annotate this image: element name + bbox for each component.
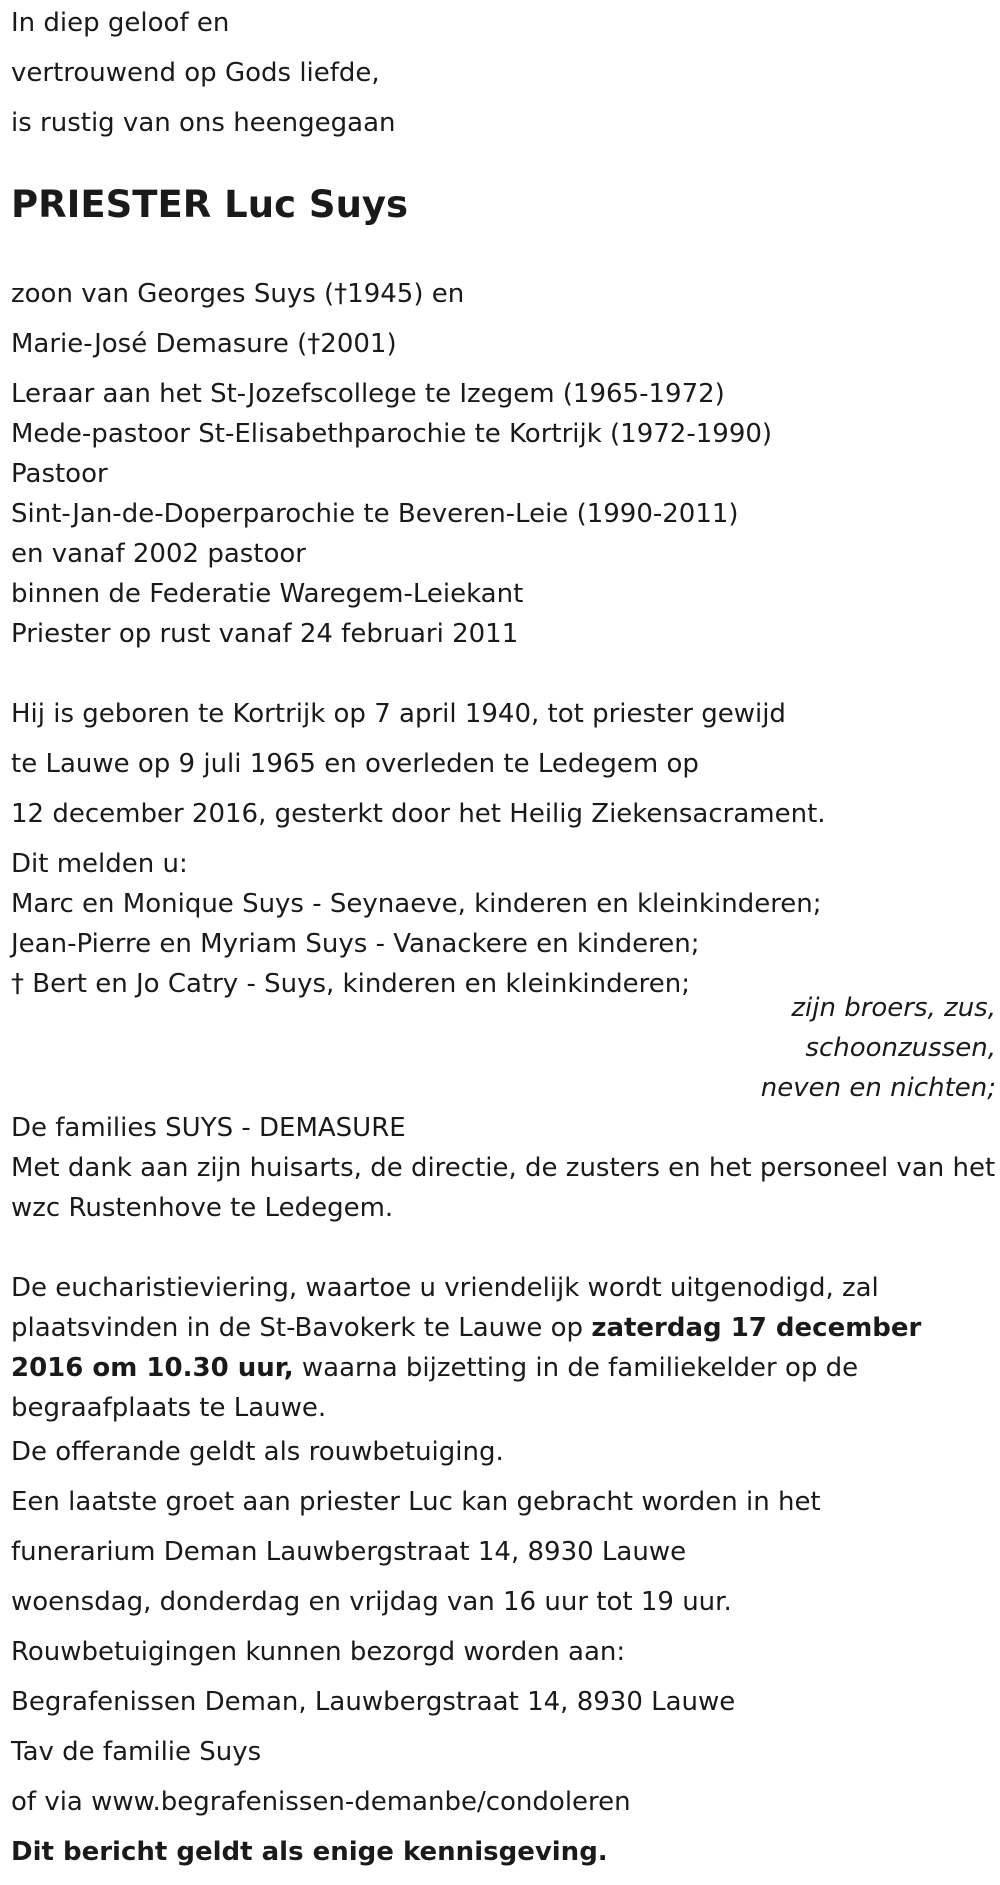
intro-line: is rustig van ons heengegaan	[11, 108, 396, 138]
deceased-name: PRIESTER Luc Suys	[11, 183, 409, 226]
families-line: De families SUYS - DEMASURE	[11, 1113, 406, 1143]
biography-line: Hij is geboren te Kortrijk op 7 april 1940, tot priester gewijd	[11, 699, 786, 729]
career-line: Mede-pastoor St-Elisabethparochie te Kortrijk (1972-1990)	[11, 419, 773, 449]
parents-line: zoon van Georges Suys (†1945) en	[11, 279, 465, 309]
career-line: Leraar aan het St-Jozefscollege te Izegem (1965-1972)	[11, 379, 725, 409]
closing-line: Dit bericht geldt als enige kennisgeving.	[11, 1837, 608, 1867]
condolences-line: Begrafenissen Deman, Lauwbergstraat 14, 8930 Lauwe	[11, 1687, 736, 1717]
intro-line: In diep geloof en	[11, 8, 230, 38]
offering-line: De offerande geldt als rouwbetuiging.	[11, 1437, 504, 1467]
parents-line: Marie-José Demasure (†2001)	[11, 329, 397, 359]
announcers-intro: Dit melden u:	[11, 849, 188, 879]
condolences-line: Tav de familie Suys	[11, 1737, 262, 1767]
farewell-line: woensdag, donderdag en vrijdag van 16 uur tot 19 uur.	[11, 1587, 732, 1617]
career-line: en vanaf 2002 pastoor	[11, 539, 307, 569]
farewell-line: funerarium Deman Lauwbergstraat 14, 8930 Lauwe	[11, 1537, 687, 1567]
relatives-line: schoonzussen,	[805, 1033, 996, 1063]
thanks-paragraph: Met dank aan zijn huisarts, de directie, de zusters en het personeel van het wzc Rustenhove te Ledegem.	[11, 1153, 996, 1223]
intro-line: vertrouwend op Gods liefde,	[11, 58, 380, 88]
condolences-line: Rouwbetuigingen kunnen bezorgd worden aan:	[11, 1637, 626, 1667]
career-line: Pastoor	[11, 459, 108, 489]
condolences-line: of via www.begrafenissen-demanbe/condoleren	[11, 1787, 631, 1817]
farewell-line: Een laatste groet aan priester Luc kan gebracht worden in het	[11, 1487, 821, 1517]
career-line: Sint-Jan-de-Doperparochie te Beveren-Leie (1990-2011)	[11, 499, 739, 529]
announcer-line: Jean-Pierre en Myriam Suys - Vanackere en kinderen;	[11, 929, 700, 959]
biography-line: te Lauwe op 9 juli 1965 en overleden te Ledegem op	[11, 749, 699, 779]
relatives-line: neven en nichten;	[760, 1073, 996, 1103]
service-paragraph	[11, 1268, 996, 1428]
service-date: zaterdag 17 december 2016 om 10.30 uur,	[11, 1313, 922, 1383]
service-text-after: waarna bijzetting in de familiekelder op de begraafplaats te Lauwe.	[11, 1353, 859, 1423]
biography-line: 12 december 2016, gesterkt door het Heilig Ziekensacrament.	[11, 799, 826, 829]
career-line: Priester op rust vanaf 24 februari 2011	[11, 619, 519, 649]
announcer-line: Marc en Monique Suys - Seynaeve, kinderen en kleinkinderen;	[11, 889, 822, 919]
announcer-line: † Bert en Jo Catry - Suys, kinderen en kleinkinderen;	[11, 969, 690, 999]
relatives-line: zijn broers, zus,	[791, 993, 996, 1023]
career-line: binnen de Federatie Waregem-Leiekant	[11, 579, 524, 609]
service-text: De eucharistieviering, waartoe u vriendelijk wordt uitgenodigd, zal plaatsvinden in de St-Bavokerk te Lauwe op	[11, 1273, 879, 1343]
